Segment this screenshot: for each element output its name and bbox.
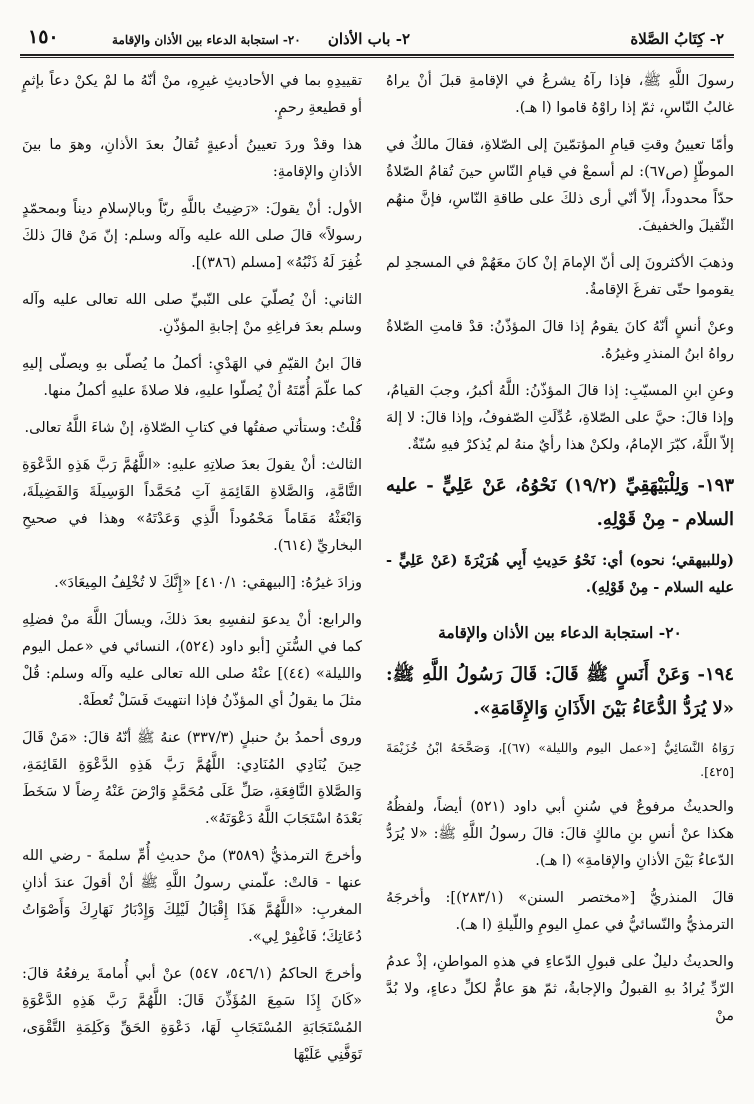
section-title: ٢٠- استجابة الدعاء بين الأذان والإقامة (112, 33, 301, 47)
paragraph: والحديثُ دليلٌ على قبولِ الدّعاءِ في هذهِ المواطنِ، إذْ عدمُ الرّدِّ يُرادُ بهِ القبولُ والإجابةُ، ثمّ هوَ عامٌّ لكلِّ دعاءٍ، ولا بُدَّ منْ (386, 954, 734, 1024)
paragraph: قالَ المنذريُّ [«مختصر السنن» (٢٨٣/١)]: وأخرجَهُ الترمذيُّ والنّسائيُّ في عملِ اليومِ واللّيلةِ (ا هـ). (386, 890, 735, 933)
paragraph: تقييدِهِ بما في الأحاديثِ غيرِهِ، منْ أنّهُ ما لمْ يكنْ دعاً بإثمٍ أو قطيعةِ رحمٍ. (22, 73, 362, 116)
left-column (22, 68, 362, 1079)
hadith-193: ١٩٣- وَلِلْبَيْهَقِيِّ (١٩/٢) نَحْوُهُ، عَنْ عَلِيٍّ - عليه السلام - مِنْ قَوْلِهِ. (386, 475, 734, 530)
paragraph: هذا وقدْ وردَ تعيينُ أدعيةٍ تُقالُ بعدَ الأذانِ، وهوَ ما بينَ الأذانِ والإقامةِ: (22, 137, 362, 180)
paragraph: والرابع: أنْ يدعوَ لنفسِهِ بعدَ ذلكَ، ويسألَ اللَّهَ منْ فضلِهِ كما في السُّنَنِ [أبو داود (٥٢٤)، النسائي في «عمل اليوم والليلة» (٤٤)] عنْهُ صلى الله تعالى عليه وآله وسلم: قُلْ مثلَ ما يقولُ أي المؤذّنُ فإذا انتهيتَ فَسَلْ تُعطَهْ. (22, 612, 362, 709)
paragraph: الثالث: أنْ يقولَ بعدَ صلاتِهِ عليهِ: «اللَّهُمَّ رَبَّ هَذِهِ الدَّعْوَةِ التَّامَّةِ، وَالصَّلاةِ القَائِمَةِ آتِ مُحَمَّداً الوَسِيلَةَ وَالفَضِيلَةَ، وَابْعَثْهُ مَقَاماً مَحْمُوداً الَّذِي وَعَدْتَهُ» وهذا في صحيحِ البخاريِّ (٦١٤). (22, 457, 362, 554)
paragraph: وروى أحمدُ بنُ حنبلٍ (٣٣٧/٣) عنهُ ﷺ أنّهُ قالَ: «مَنْ قَالَ حِينَ يُنَادِي المُنَادِي: اللَّهُمَّ رَبَّ هَذِهِ الدَّعْوَةِ القَائِمَةِ، وَالصَّلاةِ النَّافِعَةِ، صَلِّ عَلَى مُحَمَّدٍ وَارْضَ عَنْهُ رِضاً لا سَخَطَ بَعْدَهُ اسْتَجَابَ اللَّهُ دَعْوَتَهُ». (22, 730, 362, 827)
header-rule (20, 54, 734, 56)
paragraph: (وللبيهقي؛ نحوه) أي: نَحْوُ حَدِيثِ أَبِي هُرَيْرَةَ (عَنْ عَلِيٍّ - عليه السلام - مِنْ قَوْلِهِ). (386, 552, 734, 596)
paragraph: الأول: أنْ يقولَ: «رَضِيتُ باللَّهِ ربّاً وبالإسلامِ ديناً وبمحمّدٍ رسولاً» قالَ صلى الله عليه وآله وسلم: إنّ مَنْ قالَ ذلكَ غُفِرَ لَهُ ذَنْبُهُ» [مسلم (٣٨٦)]. (22, 201, 362, 271)
citation: رَوَاهُ النَّسَائِيُّ [«عمل اليوم والليلة» (٦٧)]، وَصَحَّحَهُ ابْنُ خُزَيْمَةَ [٤٢٥]. (386, 740, 734, 779)
paragraph: وزادَ غيرُهُ: [البيهقي: ٤١٠/١] «إِنَّكَ لا تُخْلِفُ المِيعَادَ». (54, 575, 362, 591)
chapter-title: ٢- كِتَابُ الصَّلاة (630, 30, 724, 48)
paragraph: وأخرجَ الحاكمُ (٥٤٦/١، ٥٤٧) عنْ أبي أُمامةَ يرفعُهُ قالَ: «كَانَ إِذَا سَمِعَ المُؤَذِّنَ قَالَ: اللَّهُمَّ رَبَّ هَذِهِ الدَّعْوَةِ المُسْتَجَابَةِ المُسْتَجَابِ لَهَا، دَعْوَةِ الحَقِّ وَكَلِمَةِ التَّقْوَى، تَوَفَّنِي عَلَيْهَا (22, 966, 362, 1063)
paragraph: وذهبَ الأكثرونَ إلى أنّ الإمامَ إنْ كانَ معَهُمْ في المسجدِ لم يقوموا حتّى تفرغَ الإقامةُ. (386, 255, 734, 298)
right-column (386, 68, 734, 1040)
page-header (22, 26, 732, 52)
paragraph: وعنِ ابنِ المسيّبِ: إذا قالَ المؤذّنُ: اللَّهُ أكبرُ، وجبَ القيامُ، وإذا قالَ: حيَّ على الصّلاةِ، عُدِّلَتِ الصّفوفُ، وإذا قالَ: لا إلهَ إلاّ اللَّهُ، كبّرَ الإمامُ، ولكنْ هذا رأيٌ منهُ لم يُذكرْ فيهِ سُنّةٌ. (386, 383, 734, 453)
paragraph: وعنْ أنسٍ أنّهُ كانَ يقومُ إذا قالَ المؤذّنُ: قدْ قامتِ الصّلاةُ رواهُ ابنُ المنذرِ وغيرُهُ. (386, 319, 734, 362)
paragraph: وأمّا تعيينُ وقتِ قيامِ المؤتمّينَ إلى الصّلاةِ، فقالَ مالكٌ في الموطّإِ (ص٦٧): لم أسمعْ في قيامِ النّاسِ حينَ تُقامُ الصّلاةُ حدّاً محدوداً، إلاّ أنّي أرى ذلكَ على طاقةِ النّاسِ، فإنَّ منهُم الثّقيلَ والخفيفَ. (386, 137, 734, 234)
bab-title: ٢- باب الأذان (327, 30, 410, 48)
hadith-194: ١٩٤- وَعَنْ أَنَسٍ ﷺ قَالَ: قَالَ رَسُولُ اللَّهِ ﷺ: «لا يُرَدُّ الدُّعَاءُ بَيْنَ الأَذَانِ وَالإِقَامَةِ». (386, 664, 734, 719)
page-number: ١٥٠ (28, 26, 59, 48)
paragraph: قالَ ابنُ القيّمِ في الهَدْيِ: أكملُ ما يُصلّى بهِ ويصلّى إليهِ كما علّمَ أُمّتَهُ أنْ يُصلّوا عليهِ، فلا صلاةَ عليهِ أكملُ منها. (22, 356, 362, 399)
paragraph: الثاني: أنْ يُصلّيَ على النّبيِّ صلى الله تعالى عليه وآله وسلم بعدَ فراغِهِ منْ إجابةِ المؤذّنِ. (22, 292, 362, 335)
paragraph: والحديثُ مرفوعٌ في سُننِ أبي داود (٥٢١) أيضاً، ولفظُهُ هكذا عنْ أنسِ بنِ مالكٍ قالَ: قالَ رسولُ اللَّهِ ﷺ: «لا يُرَدُّ الدّعاءُ بَيْنَ الأذانِ والإقامةِ» (ا هـ). (386, 799, 734, 869)
section-heading: ٢٠- استجابة الدعاء بين الأذان والإقامة (438, 623, 682, 642)
header-rule-thin (20, 57, 734, 58)
paragraph: وأخرجَ الترمذيُّ (٣٥٨٩) منْ حديثِ أُمِّ سلمةَ - رضي الله عنها - قالتْ: علّمني رسولُ اللَّهِ ﷺ أنْ أقولَ عندَ أذانِ المغربِ: «اللَّهُمَّ هَذَا إِقْبَالُ لَيْلِكَ وَإِدْبَارُ نَهَارِكَ وَأَصْوَاتُ دُعَاتِكَ؛ فَاغْفِرْ لِي». (22, 848, 362, 945)
paragraph: قُلْتُ: وستأتي صفتُها في كتابِ الصّلاةِ، إنْ شاءَ اللَّهُ تعالى. (24, 420, 362, 436)
paragraph: رسولَ اللَّهِ ﷺ، فإذا رآهُ يشرعُ في الإقامةِ قبلَ أنْ يراهُ غالبُ النّاسِ، ثمّ إذا راوْهُ قاموا (ا هـ). (386, 73, 734, 116)
